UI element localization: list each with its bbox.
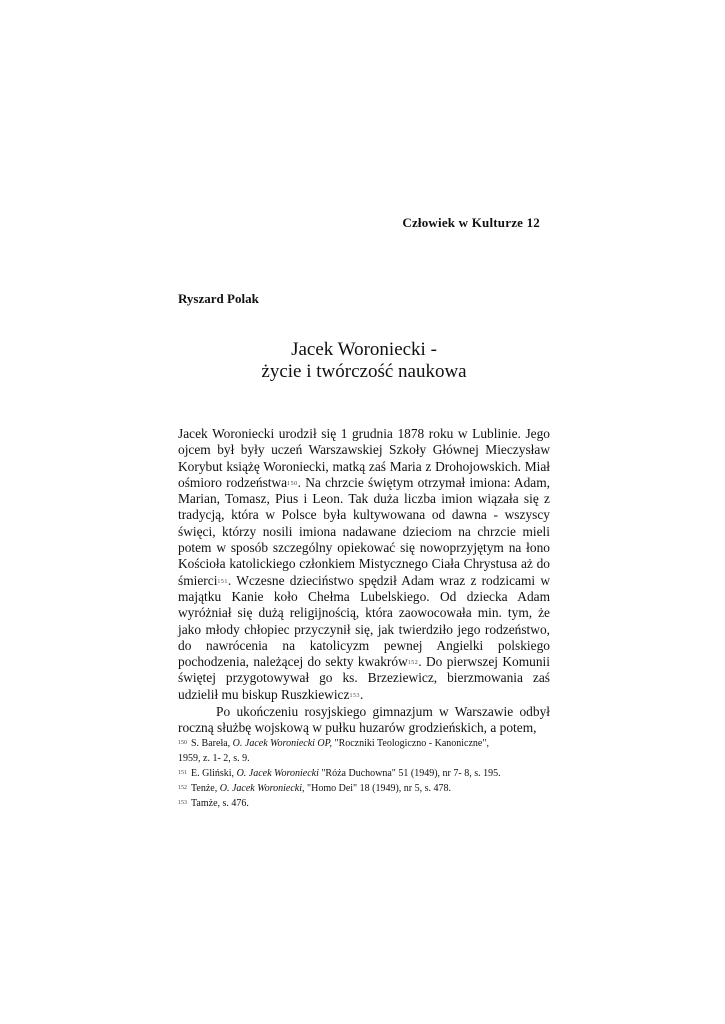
footnote-number: 151 [178,770,187,776]
footnote-text: Tamże, s. 476. [191,798,249,809]
footnote-152 [178,781,550,796]
body-text [178,426,550,737]
footnote-text: Tenże, [191,783,220,794]
footnote-marker: 150 [287,480,298,487]
title-line-1: Jacek Woroniecki - [291,339,437,360]
paragraph-text: . [359,686,364,702]
footnote-marker: 151 [217,578,228,585]
footnote-title: O. Jacek Woroniecki [236,768,319,779]
author-name: Ryszard Polak [178,291,259,306]
footnote-153 [178,796,550,811]
paragraph-text: . Do pierwszej Komunii świętej przygotowywał go ks. Brzeziewicz, bierzmowania zaś udzielił mu biskup Ruszkiewicz [178,654,550,702]
footnote-title: O. Jacek Woroniecki, [219,783,305,794]
footnote-marker: 153 [349,692,360,699]
footnote-text: E. Gliński, [191,768,237,779]
footnote-number: 153 [178,800,187,806]
footnote-number: 150 [178,740,187,746]
paragraph-2: Po ukończeniu rosyjskiego gimnazjum w Warszawie odbył roczną służbę wojskową w pułku huzarów grodzieńskich, a potem, [178,704,550,736]
paragraph-1 [178,426,550,703]
title-line-2: życie i twórczość naukowa [261,361,467,382]
running-header: Człowiek w Kulturze 12 [402,215,540,230]
footnote-text: S. Bareła, [191,738,233,749]
footnote-title: O. Jacek Woroniecki OP, [232,738,332,749]
footnotes [178,736,550,811]
footnote-150 [178,736,550,751]
footnote-text: "Roczniki Teologiczno - Kanoniczne", [331,738,489,749]
footnote-150-continuation: 1959, z. 1- 2, s. 9. [178,753,250,764]
footnote-151 [178,766,550,781]
footnote-number: 152 [178,785,187,791]
footnote-marker: 152 [407,660,419,667]
paragraph-text: Jacek Woroniecki urodził się 1 grudnia 1878 roku w Lublinie. Jego ojcem był były uczeń Warszawskiej Szkoły Głównej Mieczysław Korybut książę Woroniecki, matką zaś Maria z Drohojowskich. Miał ośmioro rodzeństwa [178,426,550,490]
paragraph-text: . Na chrzcie świętym otrzymał imiona: Adam, Marian, Tomasz, Pius i Leon. Tak duża liczba imion wiązała się z tradycją, która w Polsce była kultywowana od dawna - wszyscy święci, którzy nosili imiona nadawane dzieciom na chrzcie mieli potem w sposób szczególny opiekować się nowoprzyjętym na łono Kościoła katolickiego członkiem Mistycznego Ciała Chrystusa aż do śmierci [178,474,551,588]
article-title [178,339,550,383]
footnote-text: "Homo Dei" 18 (1949), nr 5, s. 478. [304,783,451,794]
footnote-text: "Róża Duchowna" 51 (1949), nr 7- 8, s. 195. [318,768,501,779]
paragraph-text: . Wczesne dzieciństwo spędził Adam wraz z rodzicami w majątku Kanie koło Chełma Lubelskiego. Od dziecka Adam wyróżniał się dużą religijnością, która zaowocowała min. tym, że jako młody chłopiec przyczynił się, jak twierdziło jego rodzeństwo, do nawrócenia na katolicyzm pewnej Angielki polskiego pochodzenia, należącej do sekty kwakrów [178,572,550,670]
